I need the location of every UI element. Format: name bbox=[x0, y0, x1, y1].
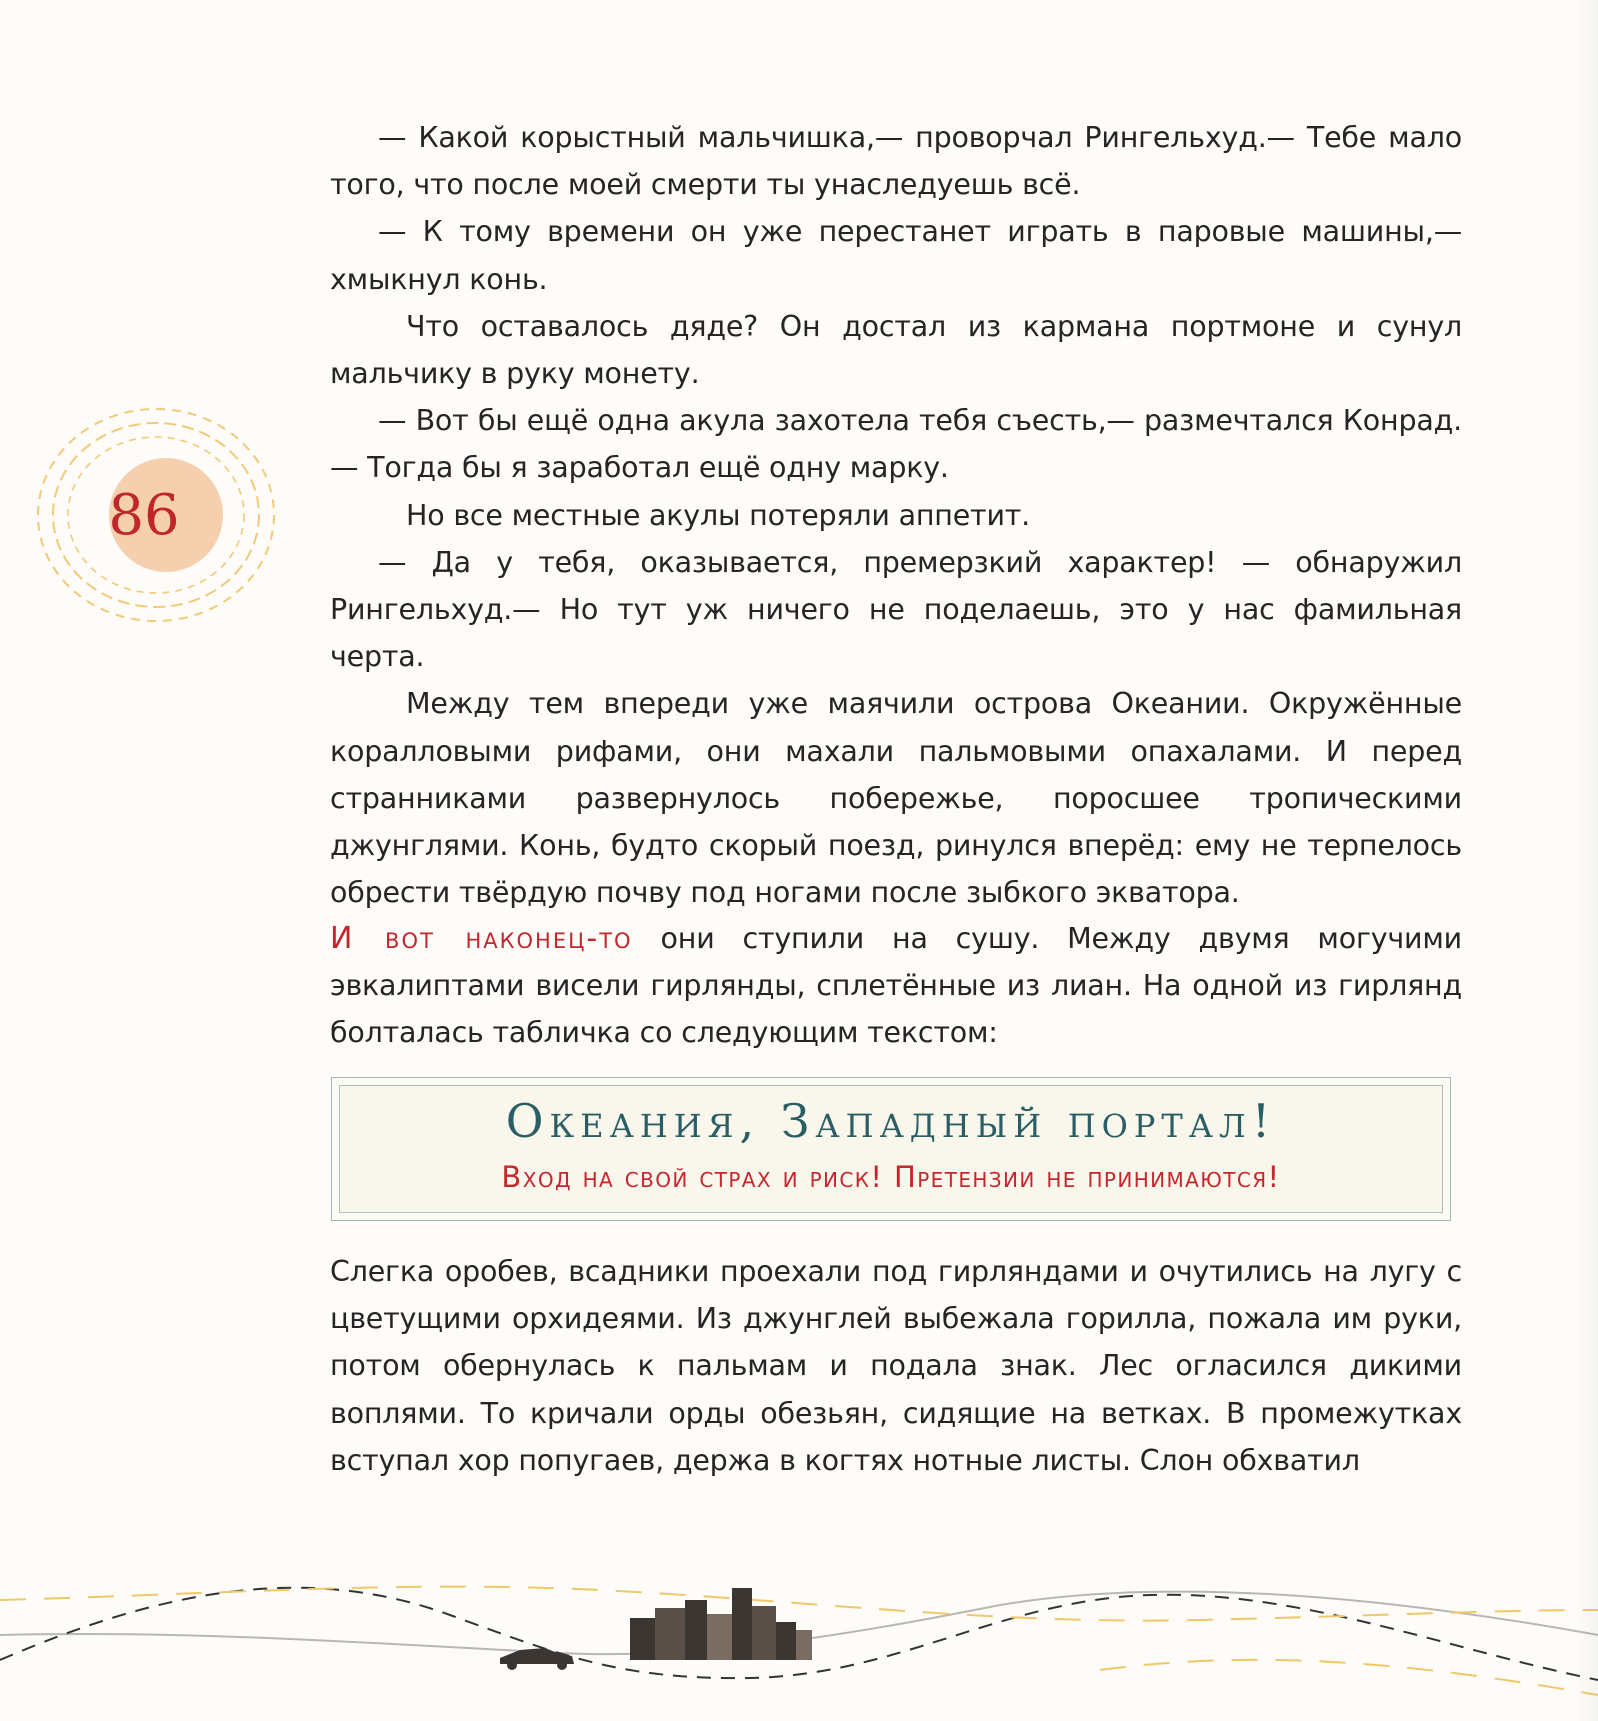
landscape-illustration bbox=[0, 1540, 1598, 1721]
paragraph: Слегка оробев, всадники проехали под гирляндами и очутились на лугу с цветущими орхидеями. Из джунглей выбежала горилла, пожала им руки, потом обернулась к пальмам и подала знак. Лес огласился дикими воплями. То кричали орды обезьян, сидящие на ветках. В промежутках вступал хор попугаев, держа в когтях нотные листы. Слон обхватил bbox=[330, 1255, 1462, 1477]
paragraph: — Какой корыстный мальчишка,— проворчал Рингельхуд.— Тебе мало того, что после моей смерти ты унаследуешь всё. bbox=[330, 121, 1462, 202]
page-number: 86 bbox=[108, 482, 180, 548]
text-block-bottom bbox=[330, 1248, 1462, 1484]
paragraph: Между тем впереди уже маячили острова Океании. Окружённые коралловыми рифами, они махали пальмовыми опахалами. И перед странниками развернулось побережье, поросшее тропическими джунглями. Конь, будто скорый поезд, ринулся вперёд: ему не терпелось обрести твёрдую почву под ногами после зыбкого экватора. bbox=[330, 687, 1462, 910]
page-spine-shadow bbox=[1574, 0, 1598, 1721]
sign-plaque bbox=[331, 1077, 1451, 1221]
paragraph: Но все местные акулы потеряли аппетит. bbox=[406, 498, 1031, 532]
paragraph: — К тому времени он уже перестанет играть в паровые машины,— хмыкнул конь. bbox=[330, 215, 1462, 296]
sign-title: Океания, Западный портал! bbox=[505, 1094, 1277, 1148]
section-lead: И вот наконец-то bbox=[330, 921, 633, 956]
page-number-badge bbox=[28, 400, 284, 630]
paragraph: Что оставалось дяде? Он достал из кармана портмоне и сунул мальчику в руку монету. bbox=[330, 309, 1462, 391]
city-skyline-icon bbox=[630, 1588, 812, 1660]
section-paragraph bbox=[330, 915, 1462, 1057]
text-block-top bbox=[330, 114, 1462, 916]
sign-subtitle: Вход на свой страх и риск! Претензии не принимаются! bbox=[501, 1160, 1281, 1194]
section-paragraph-text: они ступили на сушу. Между двумя могучими эвкалиптами висели гирлянды, сплетённые из лиан. На одной из гирлянд болталась табличка со следующим текстом: bbox=[330, 922, 1462, 1050]
text-block-section bbox=[330, 915, 1462, 1057]
paragraph: — Да у тебя, оказывается, премерзкий характер! — обнаружил Рингельхуд.— Но тут уж ничего не поделаешь, это у нас фамильная черта. bbox=[330, 545, 1462, 674]
paragraph: — Вот бы ещё одна акула захотела тебя съесть,— размечтался Конрад.— Тогда бы я заработал ещё одну марку. bbox=[330, 404, 1462, 485]
